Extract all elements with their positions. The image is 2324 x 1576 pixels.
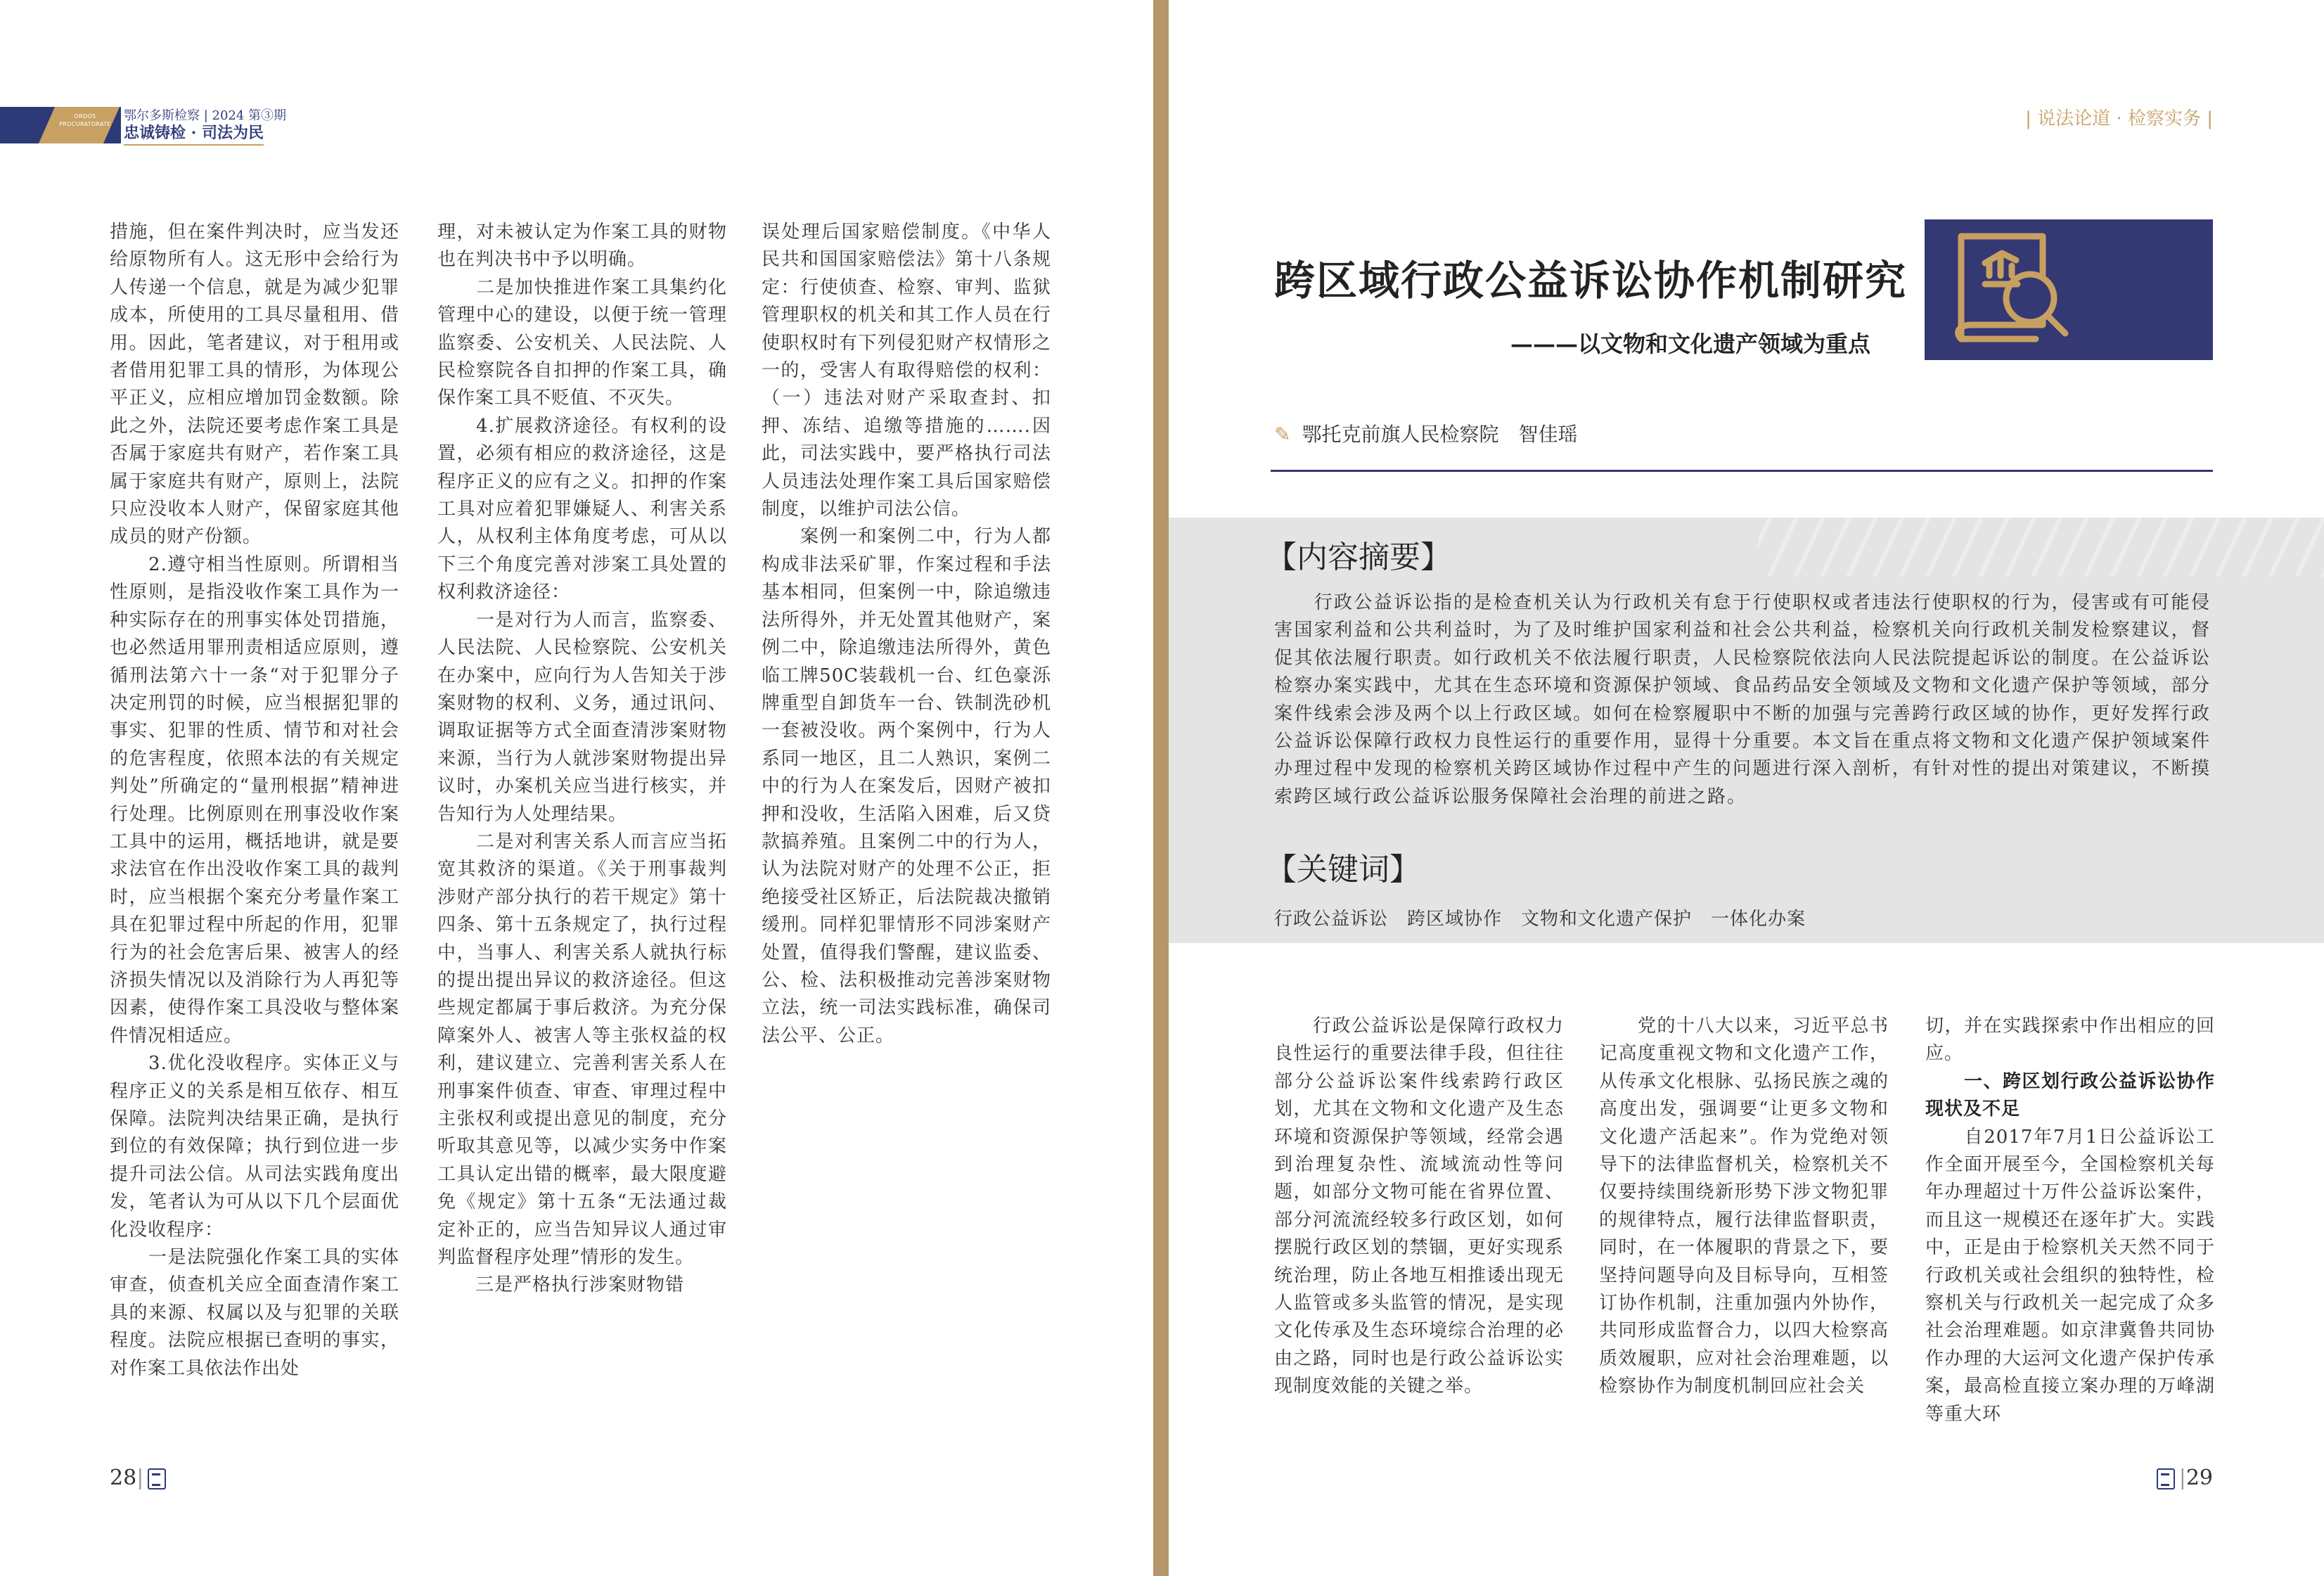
paragraph: 3.优化没收程序。实体正义与程序正义的关系是相互依存、相互保障。法院判决结果正确，是执行到位的有效保障；执行到位进一步提升司法公信。从司法实践角度出发，笔者认为可从以下几个层面优化没收程序： bbox=[110, 1053, 399, 1241]
right-column-1 bbox=[1274, 1013, 1564, 1401]
paragraph: 4.扩展救济途径。有权利的设置，必须有相应的救济途径，这是程序正义的应有之义。扣押的作案工具对应着犯罪嫌疑人、利害关系人，从权利主体角度考虑，可从以下三个角度完善对涉案工具处置的权利救济途径： bbox=[437, 415, 727, 603]
section-heading: 一、跨区划行政公益诉讼协作现状及不足 bbox=[1925, 1070, 2215, 1120]
paragraph: 案例一和案例二中，行为人都构成非法采矿罪，作案过程和手法基本相同，但案例一中，除追缴违法所得外，并无处置其他财产，案例二中，除追缴违法所得外，黄色临工牌50C装载机一台、红色豪泺牌重型自卸货车一台、铁制洗砂机一套被没收。两个案例中，行为人系同一地区，且二人熟识，案例二中的行为人在案发后，因财产被扣押和没收，生活陷入困难，后又贷款搞养殖。且案例二中的行为人，认为法院对财产的处理不公正，拒绝接受社区矫正，后法院裁决撤销缓刑。同样犯罪情形不同涉案财产处置，值得我们警醒，建议监委、公、检、法积极推动完善涉案财物立法，统一司法实践标准，确保司法公平、公正。 bbox=[762, 526, 1051, 1046]
paragraph: 一是对行为人而言，监察委、人民法院、人民检察院、公安机关在办案中，应向行为人告知关于涉案财物的权利、义务，通过讯问、调取证据等方式全面查清涉案财物来源，当行为人就涉案财物提出异议时，办案机关应当进行核实，并告知行为人处理结果。 bbox=[437, 609, 727, 825]
article-title: 跨区域行政公益诉讼协作机制研究 bbox=[1274, 257, 1908, 305]
left-column-2 bbox=[437, 219, 727, 1300]
abstract-text: 行政公益诉讼指的是检查机关认为行政机关有怠于行使职权或者违法行使职权的行为，侵害或有可能侵害国家利益和公共利益时，为了及时维护国家利益和社会公共利益，检察机关向行政机关制发检察建议，督促其依法履行职责。如行政机关不依法履行职责，人民检察院依法向人民法院提起诉讼的制度。在公益诉讼检察办案实践中，尤其在生态环境和资源保护领域、食品药品安全领域及文物和文化遗产保护等领域，部分案件线索会涉及两个以上行政区域。如何在检察履职中不断的加强与完善跨行政区域的协作，更好发挥行政公益诉讼保障行政权力良性运行的重要作用，显得十分重要。本文旨在重点将文物和文化遗产保护领域案件办理过程中发现的检察机关跨区域协作过程中产生的问题进行深入剖析，有针对性的提出对策建议，不断摸索跨区域行政公益诉讼服务保障社会治理的前进之路。 bbox=[1274, 592, 2211, 807]
divider bbox=[1271, 470, 2213, 472]
right-column-2 bbox=[1599, 1013, 1889, 1401]
title-illustration bbox=[1925, 219, 2213, 360]
paragraph: 自2017年7月1日公益诉讼工作全面开展至今，全国检察机关每年办理超过十万件公益诉讼案件，而且这一规模还在逐年扩大。实践中，正是由于检察机关天然不同于行政机关或社会组织的独特性，检察机关与行政机关一起完成了众多社会治理难题。如京津冀鲁共同协作办理的大运河文化遗产保护传承案，最高检直接立案办理的万峰湖等重大环 bbox=[1925, 1126, 2215, 1425]
magazine-mini-icon bbox=[2157, 1468, 2175, 1489]
article-subtitle: ———以文物和文化遗产领域为重点 bbox=[1510, 331, 1871, 357]
paragraph: 误处理后国家赔偿制度。《中华人民共和国国家赔偿法》第十八条规定：行使侦查、检察、审判、监狱管理职权的机关和其工作人员在行使职权时有下列侵犯财产权情形之一的，受害人有取得赔偿的权利：（一）违法对财产采取查封、扣押、冻结、追缴等措施的…….因此，司法实践中，要严格执行司法人员违法处理作案工具后国家赔偿制度，以维护司法公信。 bbox=[762, 222, 1051, 520]
magazine-slogan: 忠诚铸检 · 司法为民 bbox=[124, 121, 264, 146]
keywords-heading: 【关键词】 bbox=[1266, 852, 1420, 888]
left-column-1 bbox=[110, 219, 399, 1383]
book-magnifier-icon bbox=[1925, 219, 2213, 360]
paragraph: 切，并在实践探索中作出相应的回应。 bbox=[1925, 1016, 2215, 1065]
paragraph: 一是法院强化作案工具的实体审查，侦查机关应全面查清作案工具的来源、权属以及与犯罪的关联程度。法院应根据已查明的事实，对作案工具依法作出处 bbox=[110, 1247, 399, 1379]
paragraph: 行政公益诉讼是保障行政权力良性运行的重要法律手段，但往往部分公益诉讼案件线索跨行政区划，尤其在文物和文化遗产及生态环境和资源保护等领域，经常会遇到治理复杂性、流域流动性等问题，如部分文物可能在省界位置、部分河流流经较多行政区划，如何摆脱行政区划的禁锢，更好实现系统治理，防止各地互相推诿出现无人监管或多头监管的情况，是实现文化传承及生态环境综合治理的必由之路，同时也是行政公益诉讼实现制度效能的关键之举。 bbox=[1274, 1016, 1564, 1397]
procuratorate-logo: ORDOS PROCURATORATE bbox=[59, 113, 111, 127]
pen-icon: ✎ bbox=[1274, 423, 1291, 446]
paragraph: 理，对未被认定为作案工具的财物也在判决书中予以明确。 bbox=[437, 222, 727, 271]
left-column-3 bbox=[762, 219, 1051, 1050]
paragraph: 三是严格执行涉案财物错 bbox=[437, 1274, 685, 1296]
right-column-3 bbox=[1925, 1013, 2215, 1428]
page-spine bbox=[1153, 0, 1169, 1576]
paragraph: 党的十八大以来，习近平总书记高度重视文物和文化遗产工作，从传承文化根脉、弘扬民族之魂的高度出发，强调要“让更多文物和文化遗产活起来”。作为党绝对领导下的法律监督机关，检察机关不仅要持续围绕新形势下涉文物犯罪的规律特点，履行法律监督职责，同时，在一体履职的背景之下，要坚持问题导向及目标导向，互相签订协作机制，注重加强内外协作，共同形成监督合力，以四大检察高质效履职，应对社会治理难题，以检察协作为制度机制回应社会关 bbox=[1599, 1016, 1889, 1397]
left-page bbox=[0, 0, 1153, 1576]
page-number-left: 28| bbox=[110, 1466, 170, 1490]
magazine-mini-icon bbox=[148, 1468, 166, 1489]
paragraph: 二是加快推进作案工具集约化管理中心的建设，以便于统一管理监察委、公安机关、人民法院、人民检察院各自扣押的作案工具，确保作案工具不贬值、不灭失。 bbox=[437, 276, 727, 409]
keywords-text: 行政公益诉讼 跨区域协作 文物和文化遗产保护 一体化办案 bbox=[1274, 909, 1806, 930]
paragraph: 措施，但在案件判决时，应当发还给原物所有人。这无形中会给行为人传递一个信息，就是为减少犯罪成本，所使用的工具尽量租用、借用。因此，笔者建议，对于租用或者借用犯罪工具的情形，为体现公平正义，应相应增加罚金数额。除此之外，法院还要考虑作案工具是否属于家庭共有财产，若作案工具属于家庭共有财产，原则上，法院只应没收本人财产，保留家庭其他成员的财产份额。 bbox=[110, 222, 399, 548]
abstract-heading: 【内容摘要】 bbox=[1266, 539, 1451, 575]
magazine-issue: 鄂尔多斯检察 | 2024 第③期 bbox=[124, 108, 287, 123]
paragraph: 2.遵守相当性原则。所谓相当性原则，是指没收作案工具作为一种实际存在的刑事实体处罚措施，也必然适用罪刑责相适应原则，遵循刑法第六十一条“对于犯罪分子决定刑罚的时候，应当根据犯罪的事实、犯罪的性质、情节和对社会的危害程度，依照本法的有关规定判处”所确定的“量刑根据”精神进行处理。比例原则在刑事没收作案工具中的运用，概括地讲，就是要求法官在作出没收作案工具的裁判时，应当根据个案充分考量作案工具在犯罪过程中所起的作用，犯罪行为的社会危害后果、被害人的经济损失情况以及消除行为人再犯等因素，使得作案工具没收与整体案件情况相适应。 bbox=[110, 553, 399, 1046]
author-line: ✎ 鄂托克前旗人民检察院 智佳瑶 bbox=[1274, 423, 1578, 446]
page-number-right: |29 bbox=[2152, 1466, 2213, 1490]
decorative-stripes bbox=[1758, 492, 2324, 577]
section-tag: | 说法论道 · 检察实务 | bbox=[2025, 108, 2213, 129]
paragraph: 二是对利害关系人而言应当拓宽其救济的渠道。《关于刑事裁判涉财产部分执行的若干规定》第十四条、第十五条规定了，执行过程中，当事人、利害关系人就执行标的提出提出异议的救济途径。但这些规定都属于事后救济。为充分保障案外人、被害人等主张权益的权利，建议建立、完善利害关系人在刑事案件侦查、审查、审理过程中主张权利或提出意见的制度，充分听取其意见等，以减少实务中作案工具认定出错的概率，最大限度避免《规定》第十五条“无法通过裁定补正的，应当告知异议人通过审判监督程序处理”情形的发生。 bbox=[437, 831, 727, 1269]
